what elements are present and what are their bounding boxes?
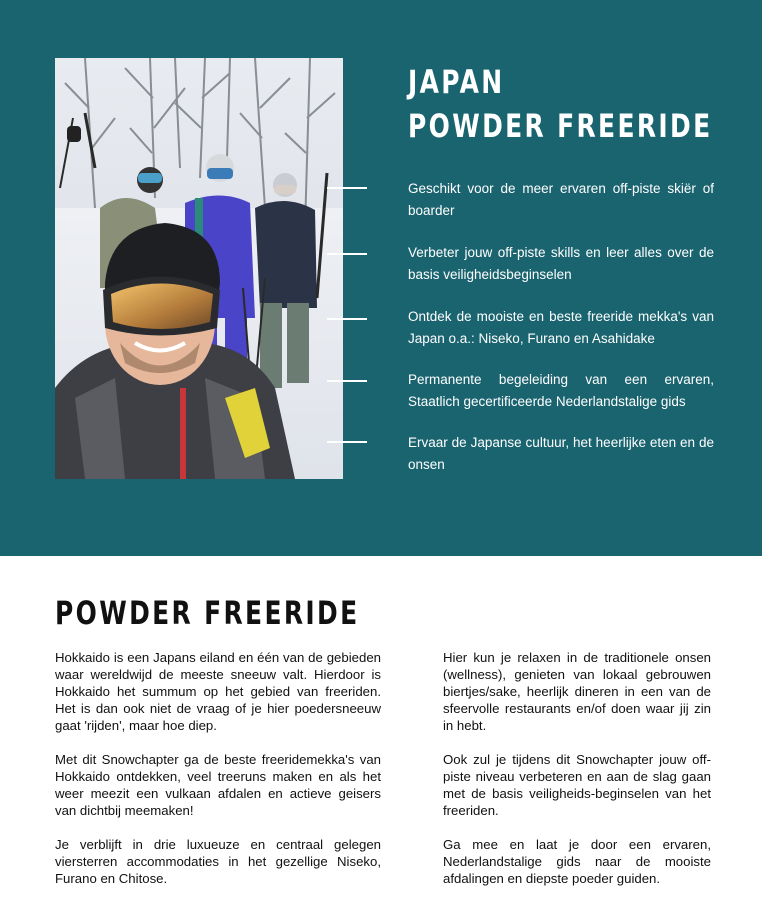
hero-title xyxy=(408,60,712,148)
hero-bullet: Verbeter jouw off-piste skills en leer alles over de basis veiligheidsbeginselen xyxy=(408,245,714,282)
paragraph: Hokkaido is een Japans eiland en één van de gebieden waar wereldwijd de meeste sneeuw valt. Hierdoor is Hokkaido het summum op het gebied van freeriden. Het is dan ook niet de vraag of je hier poedersneeuw gaat 'rijden', maar hoe diep. xyxy=(55,650,381,733)
hero-bullet: Ervaar de Japanse cultuur, het heerlijke eten en de onsen xyxy=(408,435,714,472)
right-text-column xyxy=(443,649,711,904)
paragraph: Ga mee en laat je door een ervaren, Nederlandstalige gids naar de mooiste afdalingen en diepste poeder guiden. xyxy=(443,837,711,886)
hero-title-line-2: POWDER FREERIDE xyxy=(408,107,713,145)
bullet-connector-line xyxy=(327,253,367,255)
hero-title-line-1: JAPAN xyxy=(408,63,505,101)
bullet-connector-line xyxy=(327,380,367,382)
skiers-selfie-photo xyxy=(55,58,343,479)
skiers-photo-illustration xyxy=(55,58,343,479)
bullet-connector-line xyxy=(327,441,367,443)
hero-bullet: Geschikt voor de meer ervaren off-piste skiër of boarder xyxy=(408,181,714,218)
bullet-connector-line xyxy=(327,318,367,320)
left-text-column xyxy=(55,649,381,904)
hero-bullet: Ontdek de mooiste en beste freeride mekka's van Japan o.a.: Niseko, Furano en Asahidake xyxy=(408,309,714,346)
paragraph: Je verblijft in drie luxueuze en centraal gelegen viersterren accommodaties in het gezellige Niseko, Furano en Chitose. xyxy=(55,837,381,886)
paragraph: Ook zul je tijdens dit Snowchapter jouw off-piste niveau verbeteren en aan de slag gaan met de basis veiligheids-beginselen van het freeriden. xyxy=(443,752,711,818)
hero-bullet: Permanente begeleiding van een ervaren, Staatlich gecertificeerde Nederlandstalige gids xyxy=(408,372,714,409)
paragraph: Met dit Snowchapter ga de beste freeridemekka's van Hokkaido ontdekken, veel treeruns maken en als het weer meezit een vulkaan afdalen en actieve geisers van dichtbij meemaken! xyxy=(55,752,381,818)
section-title: POWDER FREERIDE xyxy=(55,594,360,632)
bullet-connector-line xyxy=(327,187,367,189)
paragraph: Hier kun je relaxen in de traditionele onsen (wellness), genieten van lokaal gebrouwen biertjes/sake, heerlijk dineren in een van de sfeervolle restaurants en/of doen waar jij zin in hebt. xyxy=(443,650,711,733)
